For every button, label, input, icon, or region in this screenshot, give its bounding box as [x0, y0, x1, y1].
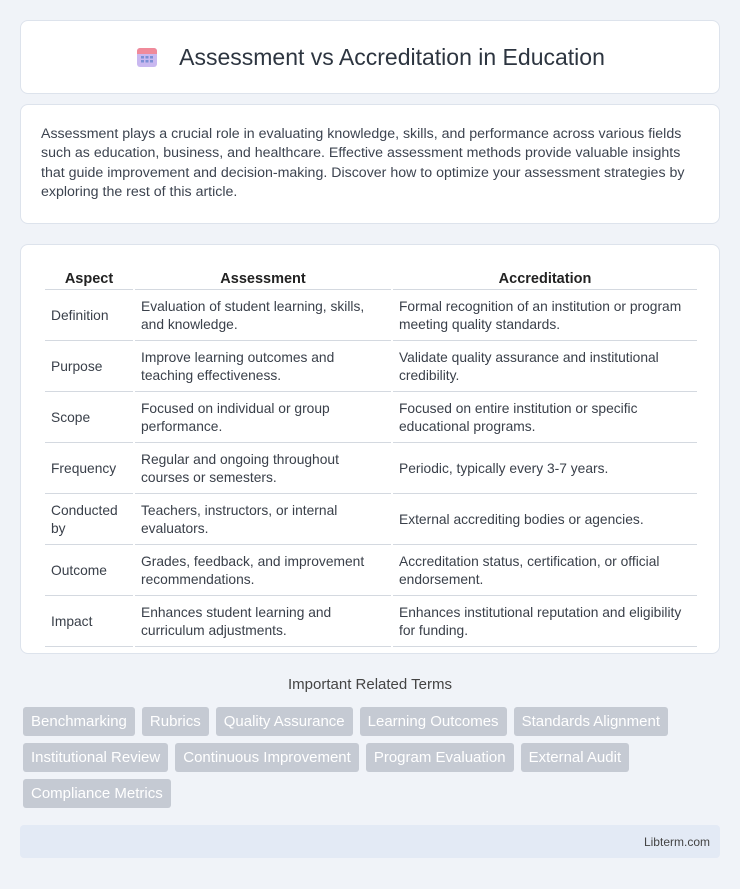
- related-terms-list: [23, 707, 723, 808]
- aspect-cell: Definition: [45, 292, 133, 341]
- calendar-icon: [135, 45, 159, 69]
- related-term-tag[interactable]: Learning Outcomes: [360, 707, 507, 736]
- intro-card: [20, 104, 720, 224]
- related-term-tag[interactable]: External Audit: [521, 743, 630, 772]
- aspect-cell: Purpose: [45, 343, 133, 392]
- aspect-cell: Outcome: [45, 547, 133, 596]
- accreditation-cell: Periodic, typically every 3-7 years.: [393, 445, 697, 494]
- accreditation-cell: Focused on entire institution or specific educational programs.: [393, 394, 697, 443]
- table-row: [45, 343, 697, 392]
- table-row: [45, 394, 697, 443]
- related-terms-title: Important Related Terms: [288, 676, 452, 693]
- assessment-cell: Evaluation of student learning, skills, and knowledge.: [135, 292, 391, 341]
- footer-site-link[interactable]: Libterm.com: [643, 834, 710, 849]
- comparison-card: [20, 244, 720, 654]
- related-term-tag[interactable]: Continuous Improvement: [175, 743, 359, 772]
- header-card: [20, 20, 720, 94]
- header-assessment: Assessment: [135, 267, 391, 290]
- assessment-cell: Teachers, instructors, or internal evaluators.: [135, 496, 391, 545]
- footer: [20, 825, 720, 858]
- page-title: Assessment vs Accreditation in Education: [179, 43, 605, 70]
- aspect-cell: Frequency: [45, 445, 133, 494]
- accreditation-cell: Formal recognition of an institution or program meeting quality standards.: [393, 292, 697, 341]
- table-row: [45, 547, 697, 596]
- header-aspect: Aspect: [45, 267, 133, 290]
- accreditation-cell: Accreditation status, certification, or official endorsement.: [393, 547, 697, 596]
- related-term-tag[interactable]: Program Evaluation: [366, 743, 514, 772]
- intro-text: Assessment plays a crucial role in evaluating knowledge, skills, and performance across various fields such as education, business, and healthcare. Effective assessment methods provide valuable insights that guide improvement and decision-making. Discover how to optimize your assessment strategies by exploring the rest of this article.: [41, 126, 685, 201]
- comparison-table: [43, 265, 699, 649]
- table-row: [45, 292, 697, 341]
- accreditation-cell: Enhances institutional reputation and eligibility for funding.: [393, 598, 697, 647]
- related-term-tag[interactable]: Rubrics: [142, 707, 209, 736]
- assessment-cell: Regular and ongoing throughout courses or semesters.: [135, 445, 391, 494]
- table-header-row: [45, 267, 697, 290]
- related-term-tag[interactable]: Standards Alignment: [514, 707, 668, 736]
- assessment-cell: Enhances student learning and curriculum adjustments.: [135, 598, 391, 647]
- table-row: [45, 445, 697, 494]
- assessment-cell: Grades, feedback, and improvement recommendations.: [135, 547, 391, 596]
- aspect-cell: Impact: [45, 598, 133, 647]
- header-accreditation: Accreditation: [393, 267, 697, 290]
- assessment-cell: Improve learning outcomes and teaching effectiveness.: [135, 343, 391, 392]
- aspect-cell: Conducted by: [45, 496, 133, 545]
- table-row: [45, 598, 697, 647]
- related-term-tag[interactable]: Compliance Metrics: [23, 779, 171, 808]
- assessment-cell: Focused on individual or group performance.: [135, 394, 391, 443]
- related-term-tag[interactable]: Benchmarking: [23, 707, 135, 736]
- accreditation-cell: External accrediting bodies or agencies.: [393, 496, 697, 545]
- aspect-cell: Scope: [45, 394, 133, 443]
- related-term-tag[interactable]: Quality Assurance: [216, 707, 353, 736]
- accreditation-cell: Validate quality assurance and institutional credibility.: [393, 343, 697, 392]
- table-row: [45, 496, 697, 545]
- related-term-tag[interactable]: Institutional Review: [23, 743, 168, 772]
